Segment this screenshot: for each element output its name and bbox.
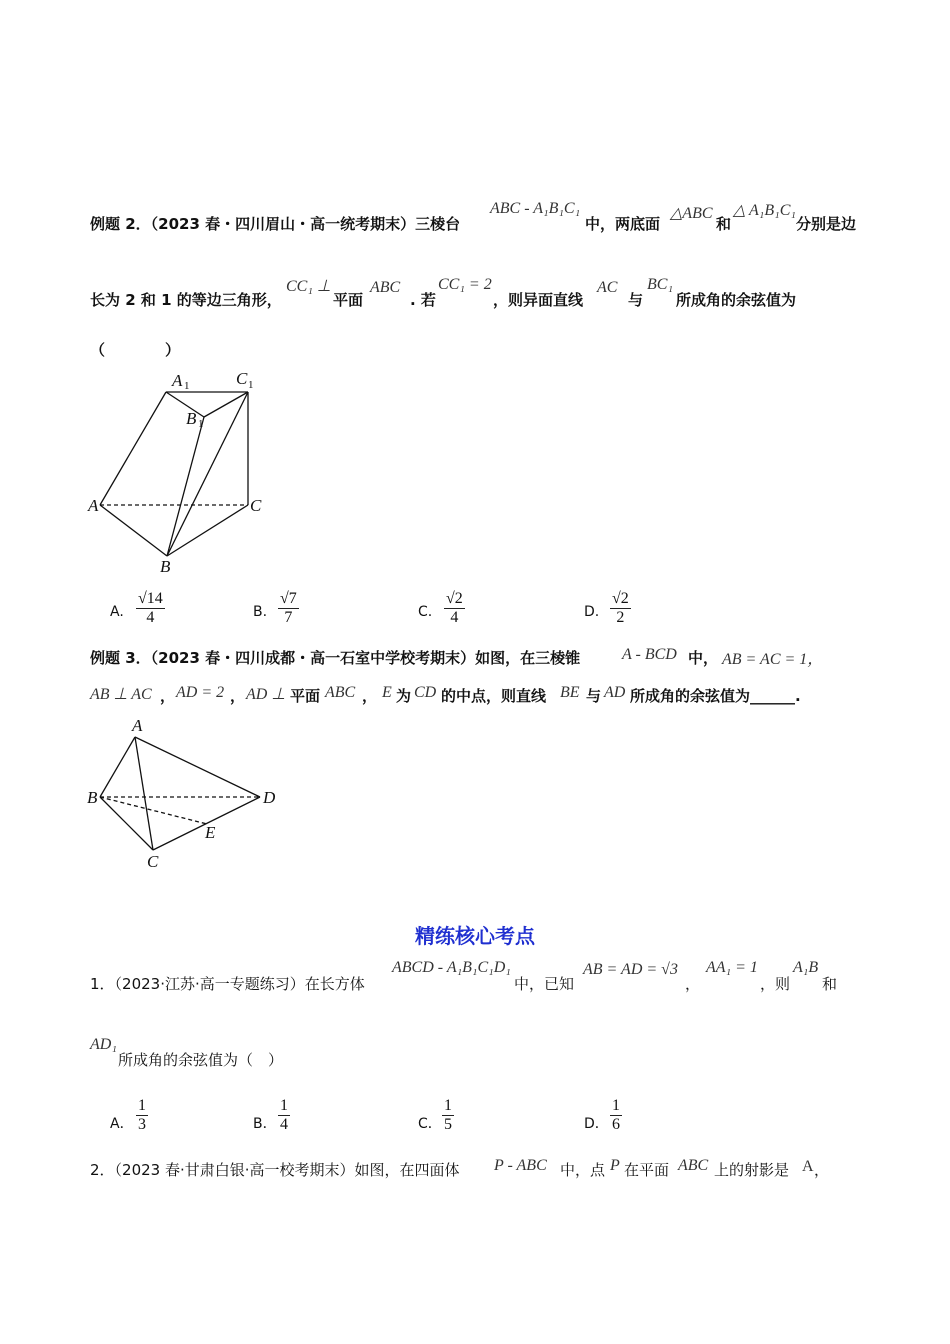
ex2-text-with: 与 [628, 291, 644, 309]
q1-eq-math: AB = AD = √3 [583, 961, 678, 978]
ex3-cd-math: CD [414, 684, 437, 701]
q2-a-math: A [802, 1158, 814, 1175]
q2-text-proj: 上的射影是 [714, 1161, 790, 1179]
ex2-text-edge: 分别是边 [796, 215, 857, 233]
q1-option-c-num: 1 [444, 1097, 452, 1114]
ex2-bc1-math: BC₁ [647, 276, 674, 293]
ex3-text-mid2: 的中点，则直线 [441, 687, 547, 705]
ex2-text-plane: 平面 [333, 291, 364, 309]
q1-option-a-value[interactable] [136, 1097, 148, 1134]
label-c1-sub: 1 [248, 379, 254, 391]
ex2-cc1-perp-math: CC₁ ⊥ [286, 278, 331, 295]
ex2-option-d-num: √2 [612, 590, 629, 607]
edge-ab [100, 505, 167, 556]
label-b1-sub: 1 [198, 418, 204, 430]
edge-aa1 [100, 392, 166, 505]
ex2-text-then: ，则异面直线 [493, 291, 584, 309]
q1-option-d-den: 6 [612, 1116, 620, 1133]
edge-bc [100, 797, 153, 850]
q1-text-and: 和 [822, 975, 838, 993]
ex3-ad-perp-math: AD ⊥ [246, 686, 286, 703]
ex2-label: 例题 2．（2023 春・四川眉山・高一统考期末）三棱台 [90, 215, 461, 233]
ex3-comma3: ， [362, 687, 378, 705]
ex3-ad2-math: AD [604, 684, 626, 701]
ex3-e-math: E [382, 684, 392, 701]
ex2-option-c-num: √2 [446, 590, 463, 607]
ex3-text-ask: 所成角的余弦值为______. [630, 687, 801, 705]
q1-option-b-key[interactable]: B． [253, 1116, 277, 1132]
ex2-option-c-value[interactable] [444, 590, 465, 627]
ex2-option-c-key[interactable]: C. [418, 604, 433, 620]
pyramid-figure [80, 712, 290, 872]
ex2-abc-math: ABC [370, 279, 401, 296]
ex2-text-mid: 中，两底面 [585, 215, 661, 233]
ex3-text-plane: 平面 [290, 687, 321, 705]
q1-option-d-key[interactable]: D． [584, 1116, 609, 1132]
label-c1: C [236, 369, 248, 388]
q1-a1b-math: A₁B [793, 959, 819, 976]
edge-be-hidden [100, 797, 207, 824]
q1-label: 1．（2023·江苏·高一专题练习）在长方体 [90, 975, 365, 993]
ex2-text-and: 和 [716, 215, 732, 233]
q1-text-ask: 所成角的余弦值为（ ） [118, 1051, 284, 1069]
ex3-text-with: 与 [586, 687, 602, 705]
q1-option-c-value[interactable] [442, 1097, 454, 1134]
label-a: A [88, 496, 99, 515]
q1-option-b-value[interactable] [278, 1097, 290, 1134]
q2-abc-math: ABC [678, 1157, 709, 1174]
ex2-option-b-den: 7 [284, 609, 293, 626]
ex3-text-for: 为 [396, 687, 412, 705]
q1-option-d-value[interactable] [610, 1097, 622, 1134]
ex2-text-if: . 若 [410, 291, 436, 309]
frustum-figure [80, 362, 280, 577]
ex2-option-a-num: √14 [138, 590, 163, 607]
ex2-option-b-num: √7 [280, 590, 297, 607]
ex3-abc-math: ABC [325, 684, 356, 701]
ex2-option-a-value[interactable] [136, 590, 165, 627]
label-e: E [205, 823, 216, 842]
q2-text-on: 在平面 [624, 1161, 670, 1179]
ex3-label: 例题 3．（2023 春・四川成都・高一石室中学校考期末）如图，在三棱锥 [90, 649, 581, 667]
ex2-ac-math: AC [597, 279, 618, 296]
ex2-text-ask: 所成角的余弦值为 [676, 291, 797, 309]
ex3-ad-math: AD = 2 [176, 684, 225, 701]
edge-ac [135, 737, 153, 850]
ex3-comma1: ， [160, 687, 176, 705]
q1-option-b-den: 4 [280, 1116, 288, 1133]
ex3-comma2: ， [230, 687, 246, 705]
q2-label: 2．（2023 春·甘肃白银·高一校考期末）如图，在四面体 [90, 1161, 460, 1179]
ex3-eq-math: AB = AC = 1， [722, 651, 824, 668]
q1-ad1-math: AD₁ [90, 1036, 117, 1053]
ex2-option-d-key[interactable]: D. [584, 604, 600, 620]
q2-tet-math: P - ABC [494, 1157, 547, 1174]
ex2-option-b-key[interactable]: B. [253, 604, 268, 620]
ex2-option-d-den: 2 [616, 609, 625, 626]
edge-ad [135, 737, 260, 797]
ex2-line2-text: 长为 2 和 1 的等边三角形， [90, 291, 282, 309]
edge-a1b1 [166, 392, 204, 417]
q1-comma: ， [685, 975, 701, 993]
label-a: A [132, 716, 143, 735]
label-c: C [147, 852, 159, 871]
ex2-option-c-den: 4 [450, 609, 459, 626]
q1-option-c-den: 5 [444, 1116, 452, 1133]
q1-text-then: ，则 [760, 975, 791, 993]
ex2-frustum-math: ABC - A₁B₁C₁ [490, 200, 581, 217]
label-b: B [160, 557, 171, 576]
q1-option-a-num: 1 [138, 1097, 146, 1114]
section-title: 精练核心考点 [415, 924, 535, 948]
edge-ab [100, 737, 135, 797]
q1-box-math: ABCD - A₁B₁C₁D₁ [392, 959, 511, 976]
q2-text-end: ， [814, 1161, 830, 1179]
ex2-tri1-math: △ABC [670, 205, 713, 222]
label-c: C [250, 496, 262, 515]
ex2-option-a-den: 4 [146, 609, 155, 626]
q2-p-math: P [610, 1157, 620, 1174]
q1-aa1-math: AA₁ = 1 [706, 959, 758, 976]
q1-option-b-num: 1 [280, 1097, 288, 1114]
label-b1: B [186, 409, 197, 428]
ex3-be-math: BE [560, 684, 580, 701]
ex2-option-a-key[interactable]: A. [110, 604, 124, 620]
q1-option-a-key[interactable]: A． [110, 1116, 134, 1132]
ex2-option-d-value[interactable] [610, 590, 631, 627]
label-d: D [263, 788, 276, 807]
label-b: B [87, 788, 98, 807]
ex2-option-b-value[interactable] [278, 590, 299, 627]
q1-option-d-num: 1 [612, 1097, 620, 1114]
ex2-tri2-math: △ A₁B₁C₁ [733, 202, 796, 219]
q1-text-mid: 中，已知 [514, 975, 575, 993]
ex2-cc1-eq-math: CC₁ = 2 [438, 276, 492, 293]
ex2-answer-paren: （ ） [90, 341, 181, 359]
edge-bb1 [167, 417, 204, 556]
q2-text-mid: 中，点 [560, 1161, 606, 1179]
ex3-perp-math: AB ⊥ AC [90, 686, 152, 703]
ex3-text-mid: 中， [688, 649, 719, 667]
q1-option-c-key[interactable]: C． [418, 1116, 442, 1132]
ex3-pyramid-math: A - BCD [622, 646, 677, 663]
label-a1: A [172, 371, 183, 390]
label-a1-sub: 1 [184, 380, 190, 392]
edge-bc1 [167, 392, 248, 556]
q1-option-a-den: 3 [138, 1116, 146, 1133]
